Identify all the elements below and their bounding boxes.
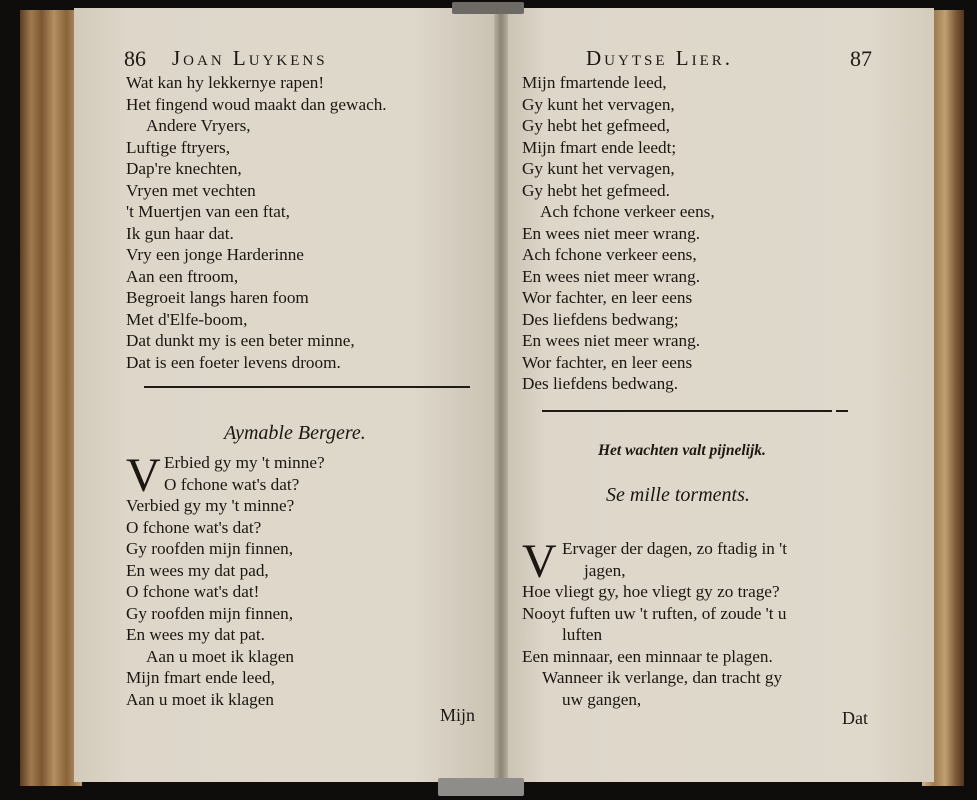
- verse-line: Wat kan hy lekkernye rapen!: [126, 73, 325, 92]
- verse-line: Aan u moet ik klagen: [126, 689, 274, 709]
- verse-line: Verbied gy my 't minne?: [126, 496, 295, 515]
- verse-line: Begroeit langs haren foom: [126, 288, 309, 307]
- verse-line: Mijn fmart ende leedt;: [522, 137, 677, 157]
- verse-line: Hoe vliegt gy, hoe vliegt gy zo trage?: [522, 582, 780, 601]
- left-running-head: Joan Luykens: [172, 46, 328, 70]
- section-divider-rule: [542, 410, 832, 412]
- verse-line: Aan u moet ik klagen: [146, 646, 294, 666]
- verse-line: Gy kunt het vervagen,: [522, 94, 675, 114]
- right-page: [502, 8, 934, 782]
- left-page-number: 86: [124, 46, 146, 71]
- verse-line: Luftige ftryers,: [126, 137, 231, 157]
- left-poem-ending: [126, 72, 387, 373]
- verse-line: Met d'Elfe-boom,: [126, 309, 248, 329]
- ribbon-marker-bottom: [438, 778, 524, 796]
- verse-line: Des liefdens bedwang.: [522, 374, 679, 393]
- verse-line: Aan een ftroom,: [126, 266, 239, 286]
- verse-line: Vry een jonge Harderinne: [126, 245, 304, 264]
- song-opening-lines: [562, 538, 787, 581]
- verse-line: Dap're knechten,: [126, 159, 242, 178]
- verse-line: Ach fchone verkeer eens,: [540, 202, 715, 221]
- song-opening-lines: [164, 452, 325, 495]
- right-poem-ending: [522, 72, 715, 395]
- verse-line: Wor fachter, en leer eens: [522, 288, 693, 307]
- drop-cap: V: [522, 535, 557, 588]
- verse-line: En wees niet meer wrang.: [522, 266, 701, 286]
- verse-line: En wees niet meer wrang.: [522, 331, 701, 350]
- verse-line: jagen,: [584, 560, 626, 580]
- verse-line: Gy roofden mijn finnen,: [126, 539, 294, 558]
- verse-line: O fchone wat's dat?: [164, 474, 300, 494]
- verse-line: Gy roofden mijn finnen,: [126, 603, 294, 623]
- verse-line: Het fingend woud maakt dan gewach.: [126, 94, 387, 114]
- verse-line: Ach fchone verkeer eens,: [522, 245, 697, 264]
- right-page-number: 87: [850, 46, 872, 71]
- verse-line: Vryen met vechten: [126, 180, 256, 200]
- verse-line: Dat dunkt my is een beter minne,: [126, 331, 355, 350]
- verse-line: Gy hebt het gefmeed,: [522, 116, 670, 135]
- verse-line: luften: [562, 625, 603, 644]
- verse-line: Mijn fmartende leed,: [522, 73, 667, 92]
- verse-line: Een minnaar, een minnaar te plagen.: [522, 646, 773, 666]
- left-page-edges: [20, 10, 82, 786]
- book-gutter: [494, 8, 508, 782]
- ribbon-marker-top: [452, 2, 524, 14]
- catchword: Dat: [842, 708, 868, 728]
- verse-line: Wor fachter, en leer eens: [522, 352, 693, 372]
- song-verse: [522, 581, 786, 710]
- verse-line: Dat is een foeter levens droom.: [126, 352, 341, 372]
- verse-line: En wees niet meer wrang.: [522, 223, 701, 243]
- verse-line: Gy hebt het gefmeed.: [522, 180, 670, 200]
- verse-line: Des liefdens bedwang;: [522, 309, 679, 329]
- verse-line: Nooyt fuften uw 't ruften, of zoude 't u: [522, 603, 787, 623]
- right-running-head: Duytse Lier.: [586, 46, 733, 70]
- verse-line: Gy kunt het vervagen,: [522, 159, 675, 178]
- verse-line: Ervager der dagen, zo ftadig in 't: [562, 539, 788, 558]
- verse-line: O fchone wat's dat?: [126, 517, 262, 537]
- verse-line: Wanneer ik verlange, dan tracht gy: [542, 668, 783, 687]
- drop-cap: V: [126, 449, 161, 502]
- verse-line: En wees my dat pad,: [126, 560, 269, 580]
- song-title: Se mille torments.: [606, 484, 750, 506]
- section-divider-rule: [144, 386, 470, 388]
- verse-line: Mijn fmart ende leed,: [126, 668, 275, 687]
- verse-line: O fchone wat's dat!: [126, 582, 260, 601]
- song-title: Aymable Bergere.: [224, 422, 366, 444]
- song-verse: [126, 495, 294, 710]
- catchword: Mijn: [440, 705, 476, 725]
- verse-line: Andere Vryers,: [146, 116, 251, 135]
- song-motto: Het wachten valt pijnelijk.: [598, 442, 766, 459]
- left-page: [74, 8, 498, 782]
- verse-line: En wees my dat pat.: [126, 625, 265, 644]
- verse-line: 't Muertjen van een ftat,: [126, 202, 290, 221]
- verse-line: uw gangen,: [562, 689, 642, 709]
- verse-line: Erbied gy my 't minne?: [164, 453, 325, 472]
- section-divider-rule-end: [836, 410, 848, 412]
- verse-line: Ik gun haar dat.: [126, 223, 234, 243]
